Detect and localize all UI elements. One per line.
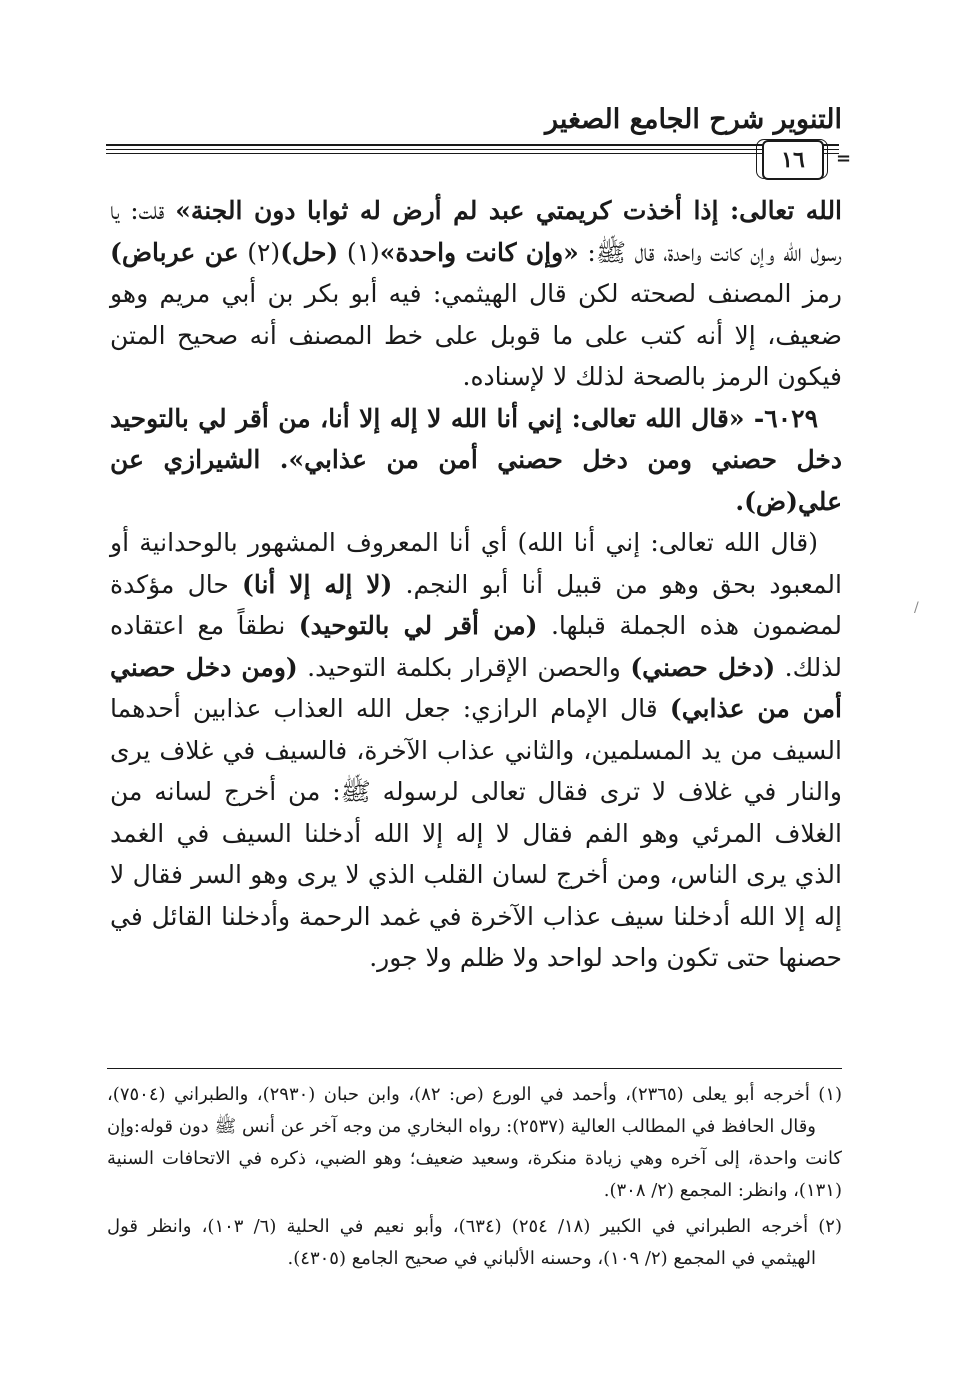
- paragraph: [110, 190, 842, 398]
- bold-text-run: (حل): [280, 237, 339, 267]
- header-rule-line: [106, 149, 839, 150]
- bold-text-run: (دخل حصني): [630, 652, 776, 682]
- hadith-paragraph: [110, 398, 842, 523]
- text-run: (٢): [238, 237, 281, 267]
- footnote: [107, 1211, 842, 1275]
- page-number-frame: [762, 140, 824, 180]
- footnote-first-line: (٢) أخرجه الطبراني في الكبير (١٨/ ٢٥٤) (٦٣٤)، وأبو نعيم في الحلية (٦/ ١٠٣)، وانظر قول: [107, 1216, 842, 1237]
- main-text: [110, 190, 842, 979]
- header-rule-line: [106, 153, 839, 154]
- footnotes: [107, 1068, 842, 1279]
- running-header-title: التنوير شرح الجامع الصغير: [545, 104, 842, 135]
- bold-text-run: ٦٠٢٩- «قال الله تعالى: إني أنا الله لا إله إلا أنا، من أقر لي بالتوحيد دخل حصني ومن دخل حصني أمن من عذابي». الشيرازي عن علي(ض).: [110, 403, 842, 516]
- bold-text-run: (ومن دخل حصني أمن من عذابي): [110, 652, 843, 723]
- text-run: نطقاً مع اعتقاده لذلك.: [110, 611, 843, 682]
- header-ornament: =: [836, 148, 852, 169]
- header-rule-line: [106, 144, 839, 146]
- text-run: قال الإمام الرازي: جعل الله العذاب عذابين أحدهما السيف من يد المسلمين، والثاني عذاب الآخرة، فالسيف في غلاف يرى والنار في غلاف لا ترى فقال تعالى لرسوله ﷺ: من أخرج لسانه من الغلاف المرئي وهو الفم فقال لا إله إلا الله أدخلنا السيف في الغمد الذي يرى الناس، ومن أخرج لسان القلب الذي لا يرى وهو السر فقال لا إله إلا الله أدخلنا سيف عذاب الآخرة في غمد الرحمة وأدخلنا القائل في حصنها حتى تكون واحد لواحد ولا ظلم ولا جور.: [110, 694, 842, 972]
- bold-text-run: (لا إله إلا أنا): [242, 569, 393, 599]
- footnote-first-line: (١) أخرجه أبو يعلى (٢٣٦٥)، وأحمد في الورع (ص: ٨٢)، وابن حبان (٢٩٣٠)، والطبراني (٧٥٠٤)،: [107, 1084, 843, 1105]
- text-run: (قال الله تعالى: إني أنا الله) أي أنا المعروف المشهور بالوحدانية أو المعبود بحق وهو من قبيل أنا أبو النجم.: [110, 528, 842, 599]
- commentary-paragraph: [110, 522, 842, 979]
- bold-text-run: (من أقر لي بالتوحيد): [298, 611, 538, 640]
- footnote: [107, 1079, 842, 1207]
- page-number: ١٦: [781, 147, 805, 173]
- bold-text-run: عن عرباض): [110, 237, 239, 267]
- bold-text-run: الله تعالى: إذا أخذت كريمتي عبد لم أرض له ثوابا دون الجنة»: [175, 196, 843, 225]
- bold-text-run: «وإن كانت واحدة»: [379, 237, 579, 267]
- text-run: حال مؤكدة لمضمون هذه الجملة قبلها.: [110, 569, 842, 640]
- text-run: (١): [338, 237, 380, 267]
- text-run: والحصن الإقرار بكلمة التوحيد.: [297, 652, 631, 682]
- text-run: رمز المصنف لصحته لكن قال الهيثمي: فيه أبو بكر بن أبي مريم وهو ضعيف، إلا أنه كتب على ما قوبل على خط المصنف أنه صحيح المتن فيكون الرمز بالصحة لذلك لا لإسناده.: [110, 279, 842, 391]
- header-rule: [106, 138, 839, 180]
- text-run: قلت: يا رسول الله وإن كانت واحدة، قال ﷺ:: [110, 196, 842, 267]
- margin-mark: /: [914, 600, 919, 616]
- footnote-continuation: الهيثمي في المجمع (٢/ ١٠٩)، وحسنه الألباني في صحيح الجامع (٤٣٠٥).: [287, 1248, 816, 1269]
- footnote-continuation: وقال الحافظ في المطالب العالية (٢٥٣٧): رواه البخاري من وجه آخر عن أنس ﷺ دون قوله:وإن كانت واحدة، إلى آخره وهي زيادة منكرة، وسعيد ضعيف؛ وهو الضبي، ذكره في الاتحافات السنية (١٣١)، وانظر: المجمع (٢/ ٣٠٨).: [107, 1116, 842, 1201]
